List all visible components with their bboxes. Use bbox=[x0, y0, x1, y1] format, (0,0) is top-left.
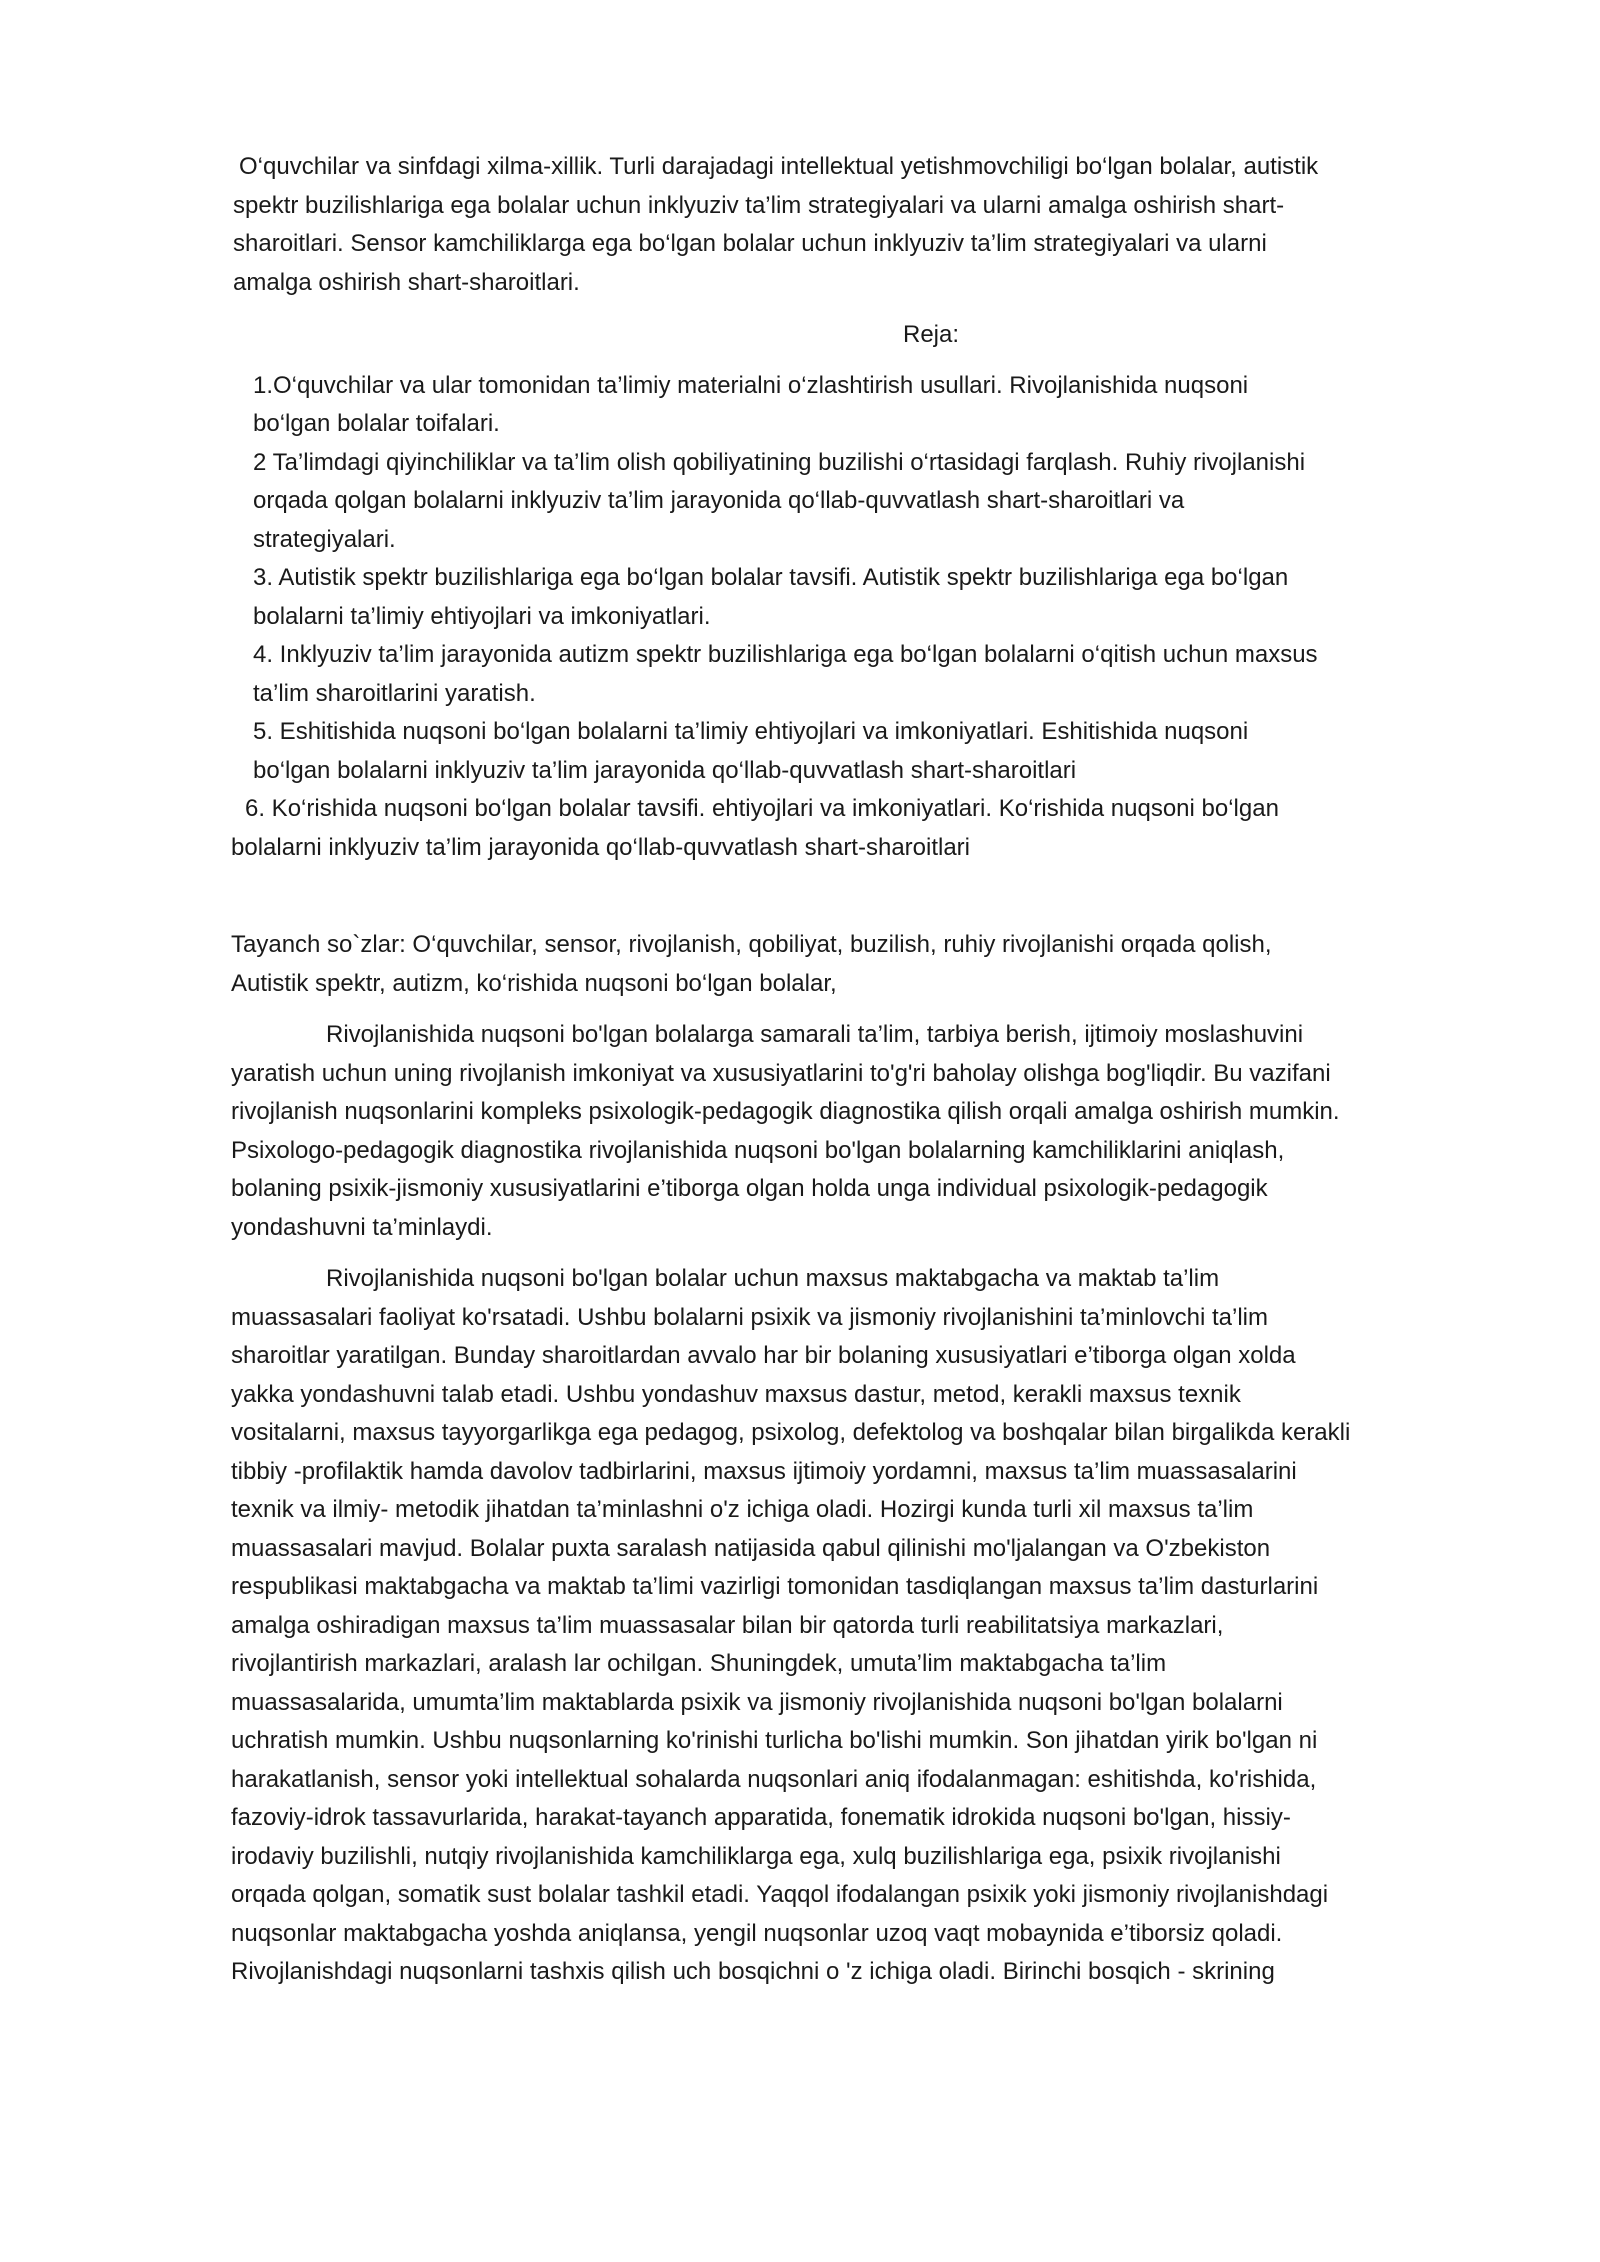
plan-heading: Reja: bbox=[902, 321, 960, 348]
text-line: Autistik spektr, autizm, ko‘rishida nuqsoni bo‘lgan bolalar, bbox=[231, 969, 837, 997]
text-line: O‘quvchilar va sinfdagi xilma-xillik. Turli darajadagi intellektual yetishmovchiligi bo‘lgan bolalar, autistik bbox=[239, 153, 1319, 180]
text-line: 3. Autistik spektr buzilishlariga ega bo‘lgan bolalar tavsifi. Autistik spektr buzilishlariga ega bo‘lgan bbox=[253, 564, 1289, 591]
text-line: 5. Eshitishida nuqsoni bo‘lgan bolalarni ta’limiy ehtiyojlari va imkoniyatlari. Eshitishida nuqsoni bbox=[253, 718, 1249, 745]
text-line: yakka yondashuvni talab etadi. Ushbu yondashuv maxsus dastur, metod, kerakli maxsus texnik bbox=[231, 1380, 1241, 1408]
text-line: 6. Ko‘rishida nuqsoni bo‘lgan bolalar tavsifi. ehtiyojlari va imkoniyatlari. Ko‘rishida nuqsoni bo‘lgan bbox=[245, 795, 1279, 822]
text-line: fazoviy-idrok tassavurlarida, harakat-tayanch apparatida, fonematik idrokida nuqsoni bo'lgan, hissiy- bbox=[231, 1804, 1291, 1831]
document-page bbox=[231, 148, 1511, 1992]
text-line: rivojlantirish markazlari, aralash lar ochilgan. Shuningdek, umuta’lim maktabgacha ta’lim bbox=[231, 1650, 1167, 1677]
text-line: muassasalari faoliyat ko'rsatadi. Ushbu bolalarni psixik va jismoniy rivojlanishini ta’minlovchi ta’lim bbox=[231, 1303, 1268, 1331]
text-line: yaratish uchun uning rivojlanish imkoniyat va xususiyatlarini to'g'ri baholay olishga bog'liqdir. Bu vazifani bbox=[231, 1059, 1331, 1087]
text-line: 2 Ta’limdagi qiyinchiliklar va ta’lim olish qobiliyatining buzilishi o‘rtasidagi farqlash. Ruhiy rivojlanishi bbox=[253, 448, 1306, 476]
text-line: rivojlanish nuqsonlarini kompleks psixologik-pedagogik diagnostika qilish orqali amalga oshirish mumkin. bbox=[231, 1098, 1340, 1125]
text-line: bo‘lgan bolalar toifalari. bbox=[253, 410, 500, 437]
text-line: ta’lim sharoitlarini yaratish. bbox=[253, 679, 536, 707]
text-line: amalga oshiradigan maxsus ta’lim muassasalar bilan bir qatorda turli reabilitatsiya markazlari, bbox=[231, 1611, 1224, 1639]
plan-item bbox=[253, 367, 1511, 444]
plan-item bbox=[253, 444, 1511, 560]
text-line: Psixologo-pedagogik diagnostika rivojlanishida nuqsoni bo'lgan bolalarning kamchiliklarini aniqlash, bbox=[231, 1136, 1285, 1164]
text-line: uchratish mumkin. Ushbu nuqsonlarning ko'rinishi turlicha bo'lishi mumkin. Son jihatdan yirik bo'lgan ni bbox=[231, 1727, 1318, 1754]
text-line: orqada qolgan bolalarni inklyuziv ta’lim jarayonida qo‘llab-quvvatlash shart-sharoitlari va bbox=[253, 487, 1185, 514]
text-line: nuqsonlar maktabgacha yoshda aniqlansa, yengil nuqsonlar uzoq vaqt mobaynida e’tiborsiz qoladi. bbox=[231, 1919, 1283, 1947]
text-line: bolaning psixik-jismoniy xususiyatlarini e’tiborga olgan holda unga individual psixologik-pedagogik bbox=[231, 1175, 1268, 1202]
text-line: amalga oshirish shart-sharoitlari. bbox=[233, 268, 580, 296]
text-line: orqada qolgan, somatik sust bolalar tashkil etadi. Yaqqol ifodalangan psixik yoki jismoniy rivojlanishdagi bbox=[231, 1881, 1329, 1908]
text-line: muassasalarida, umumta’lim maktablarda psixik va jismoniy rivojlanishida nuqsoni bo'lgan bolalarni bbox=[231, 1688, 1283, 1716]
text-line: 1.O‘quvchilar va ular tomonidan ta’limiy materialni o‘zlashtirish usullari. Rivojlanishida nuqsoni bbox=[253, 371, 1249, 399]
text-line: Tayanch so`zlar: O‘quvchilar, sensor, rivojlanish, qobiliyat, buzilish, ruhiy rivojlanishi orqada qolish, bbox=[231, 931, 1272, 958]
text-line: muassasalari mavjud. Bolalar puxta saralash natijasida qabul qilinishi mo'ljalangan va O'zbekiston bbox=[231, 1534, 1271, 1562]
text-line: strategiyalari. bbox=[253, 525, 396, 553]
intro-paragraph bbox=[233, 148, 1511, 302]
text-line: tibbiy -profilaktik hamda davolov tadbirlarini, maxsus ijtimoiy yordamni, maxsus ta’lim muassasalarini bbox=[231, 1457, 1297, 1485]
text-line: respublikasi maktabgacha va maktab ta’limi vazirligi tomonidan tasdiqlangan maxsus ta’lim dasturlarini bbox=[231, 1573, 1319, 1600]
text-line: bolalarni ta’limiy ehtiyojlari va imkoniyatlari. bbox=[253, 602, 711, 630]
text-line: irodaviy buzilishli, nutqiy rivojlanishida kamchiliklarga ega, xulq buzilishlariga ega, psixik rivojlanishi bbox=[231, 1842, 1281, 1870]
text-line: Rivojlanishida nuqsoni bo'lgan bolalarga samarali ta’lim, tarbiya berish, ijtimoiy moslashuvini bbox=[326, 1021, 1304, 1048]
plan-item bbox=[253, 559, 1511, 636]
text-line: sharoitlari. Sensor kamchiliklarga ega bo‘lgan bolalar uchun inklyuziv ta’lim strategiyalari va ularni bbox=[233, 230, 1267, 257]
plan-item bbox=[253, 636, 1511, 713]
plan-item bbox=[253, 713, 1511, 790]
plan-item bbox=[231, 790, 1511, 867]
text-line: bo‘lgan bolalarni inklyuziv ta’lim jarayonida qo‘llab-quvvatlash shart-sharoitlari bbox=[253, 756, 1077, 784]
text-line: spektr buzilishlariga ega bolalar uchun inklyuziv ta’lim strategiyalari va ularni amalga oshirish shart- bbox=[233, 191, 1285, 219]
text-line: harakatlanish, sensor yoki intellektual sohalarda nuqsonlari aniq ifodalanmagan: eshitishda, ko'rishida, bbox=[231, 1765, 1317, 1793]
plan-list bbox=[231, 367, 1511, 868]
text-line: bolalarni inklyuziv ta’lim jarayonida qo‘llab-quvvatlash shart-sharoitlari bbox=[231, 833, 971, 861]
keywords-paragraph bbox=[231, 926, 1511, 1003]
text-line: 4. Inklyuziv ta’lim jarayonida autizm spektr buzilishlariga ega bo‘lgan bolalarni o‘qitish uchun maxsus bbox=[253, 641, 1318, 668]
text-line: Rivojlanishida nuqsoni bo'lgan bolalar uchun maxsus maktabgacha va maktab ta’lim bbox=[326, 1265, 1220, 1292]
text-line: vositalarni, maxsus tayyorgarlikga ega pedagog, psixolog, defektolog va boshqalar bilan birgalikda kerakli bbox=[231, 1419, 1351, 1446]
text-line: texnik va ilmiy- metodik jihatdan ta’minlashni o'z ichiga oladi. Hozirgi kunda turli xil maxsus ta’lim bbox=[231, 1496, 1254, 1523]
body-paragraph bbox=[231, 1260, 1511, 1992]
body-paragraph bbox=[231, 1016, 1511, 1247]
text-line: Rivojlanishdagi nuqsonlarni tashxis qilish uch bosqichni o 'z ichiga oladi. Birinchi bosqich - skrining bbox=[231, 1958, 1275, 1985]
text-line: sharoitlar yaratilgan. Bunday sharoitlardan avvalo har bir bolaning xususiyatlari e’tiborga olgan xolda bbox=[231, 1342, 1296, 1369]
text-line: yondashuvni ta’minlaydi. bbox=[231, 1213, 493, 1241]
